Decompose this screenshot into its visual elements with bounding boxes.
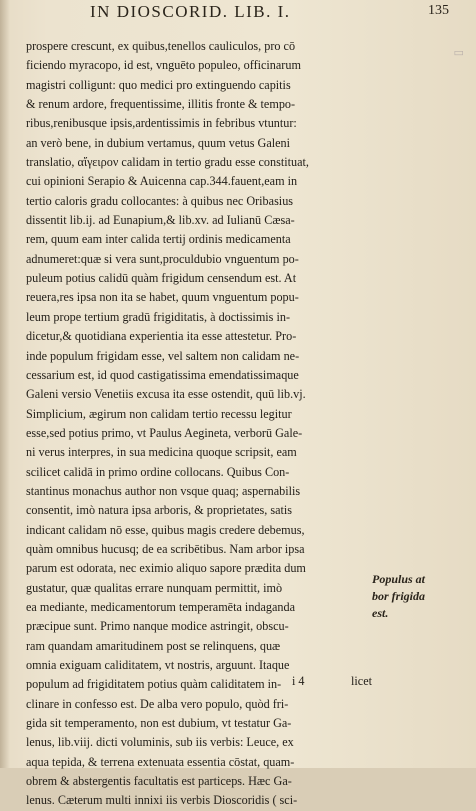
text-line: leum prope tertium gradū frigiditatis, à doctissimis in- bbox=[26, 309, 291, 324]
text-line: scilicet calidā in primo ordine collocans. Quibus Con- bbox=[26, 464, 290, 479]
signature-mark: i 4 bbox=[292, 674, 305, 688]
show-through-mark: ▭ bbox=[453, 47, 464, 59]
text-line: ram quandam amaritudinem post se relinquens, quæ bbox=[26, 638, 281, 653]
text-line: inde populum frigidam esse, vel saltem non calidam ne- bbox=[26, 348, 300, 363]
text-line: consentit, imò natura ipsa arboris, & proprietates, satis bbox=[26, 503, 293, 518]
margin-note-line: est. bbox=[372, 606, 389, 620]
text-line: ficiendo myracopo, id est, vnguēto populeo, officinarum bbox=[26, 58, 301, 73]
text-line: quàm omnibus hucusq; de ea scribētibus. Nam arbor ipsa bbox=[26, 541, 305, 556]
text-line: adnumeret:quæ si vera sunt,proculdubio vnguentum po- bbox=[26, 251, 299, 266]
text-line: stantinus monachus author non vsque quaq; aspernabilis bbox=[26, 483, 301, 498]
text-line: esse,sed potius primo, vt Paulus Aegineta, verborū Gale- bbox=[26, 425, 303, 440]
catchword: licet bbox=[351, 674, 372, 688]
margin-note-line: Populus at bbox=[372, 572, 426, 586]
text-line: gida sit temperamento, non est dubium, vt testatur Ga- bbox=[26, 716, 292, 731]
page-footer bbox=[26, 674, 370, 694]
text-line: ea mediante, medicamentorum temperamēta indaganda bbox=[26, 599, 296, 614]
text-line: indicant calidam nō esse, quibus magis credere debemus, bbox=[26, 522, 305, 537]
text-line: cui opinioni Serapio & Auicenna cap.344.fauent,eam in bbox=[26, 174, 298, 189]
text-line: puleum potius calidū quàm frigidum censendum est. At bbox=[26, 271, 297, 286]
text-line: an verò bene, in dubium vertamus, quum vetus Galeni bbox=[26, 135, 291, 150]
margin-note bbox=[372, 571, 464, 622]
text-line: gustatur, quæ qualitas errare nunquam permittit, imò bbox=[26, 580, 283, 595]
text-line: lenus. Cæterum multi innixi iis verbis Dioscoridis ( sci- bbox=[26, 793, 298, 808]
text-line: magistri colligunt: quo medici pro extinguendo capitis bbox=[26, 77, 291, 92]
page-header bbox=[0, 2, 476, 24]
text-line: lenus, lib.viij. dicti voluminis, sub iis verbis: Leuce, ex bbox=[26, 735, 294, 750]
text-line: prospere crescunt, ex quibus,tenellos cauliculos, pro cō bbox=[26, 39, 296, 53]
text-line: ni verus interpres, in sua medicina quoque scripsit, eam bbox=[26, 445, 297, 460]
margin-note-line: bor frigida bbox=[372, 589, 426, 603]
page-number: 135 bbox=[428, 3, 449, 18]
text-line: rem, quum eam inter calida tertij ordinis medicamenta bbox=[26, 232, 291, 247]
running-head: IN DIOSCORID. LIB. I. bbox=[90, 2, 291, 21]
text-line: aqua tepida, & terrena extenuata essentia cōstat, quam- bbox=[26, 754, 295, 769]
text-line: ribus,renibusque ipsis,ardentissimis in febribus vtuntur: bbox=[26, 116, 297, 131]
text-line: & renum ardore, frequentissime, illitis fronte & tempo- bbox=[26, 97, 296, 112]
text-line: translatio, αἴγειρον calidam in tertio gradu esse constituat, bbox=[26, 155, 309, 170]
text-line: clinare in confesso est. De alba vero populo, quòd fri- bbox=[26, 696, 289, 711]
body-text bbox=[26, 37, 370, 811]
text-line: parum est odorata, nec eximio aliquo sapore prædita dum bbox=[26, 561, 306, 576]
text-line: Galeni versio Venetiis excusa ita esse ostendit, quū lib.vj. bbox=[26, 387, 306, 402]
gutter-shadow bbox=[0, 0, 10, 768]
text-line: obrem & abstergentis facultatis est particeps. Hæc Ga- bbox=[26, 774, 292, 789]
text-line: dissentit lib.ij. ad Eunapium,& lib.xv. ad Iulianū Cæsa- bbox=[26, 213, 295, 228]
text-line: Simplicium, ægirum non calidam tertio recessu legitur bbox=[26, 406, 292, 421]
text-line: populum ad frigiditatem potius quàm caliditatem in- bbox=[26, 677, 282, 692]
text-line: cessarium est, id quod castigatissima emendatissimaque bbox=[26, 367, 299, 382]
text-line: præcipue sunt. Primo nanque modice astringit, obscu- bbox=[26, 619, 289, 634]
text-line: dicetur,& quotidiana experientia ita esse attestetur. Pro- bbox=[26, 329, 297, 344]
text-line: omnia exiguam caliditatem, vt nostris, arguunt. Itaque bbox=[26, 658, 290, 672]
text-line: reuera,res ipsa non ita se habet, quum vnguentum popu- bbox=[26, 290, 299, 305]
text-line: tertio caloris gradu collocantes: à quibus nec Oribasius bbox=[26, 193, 294, 208]
